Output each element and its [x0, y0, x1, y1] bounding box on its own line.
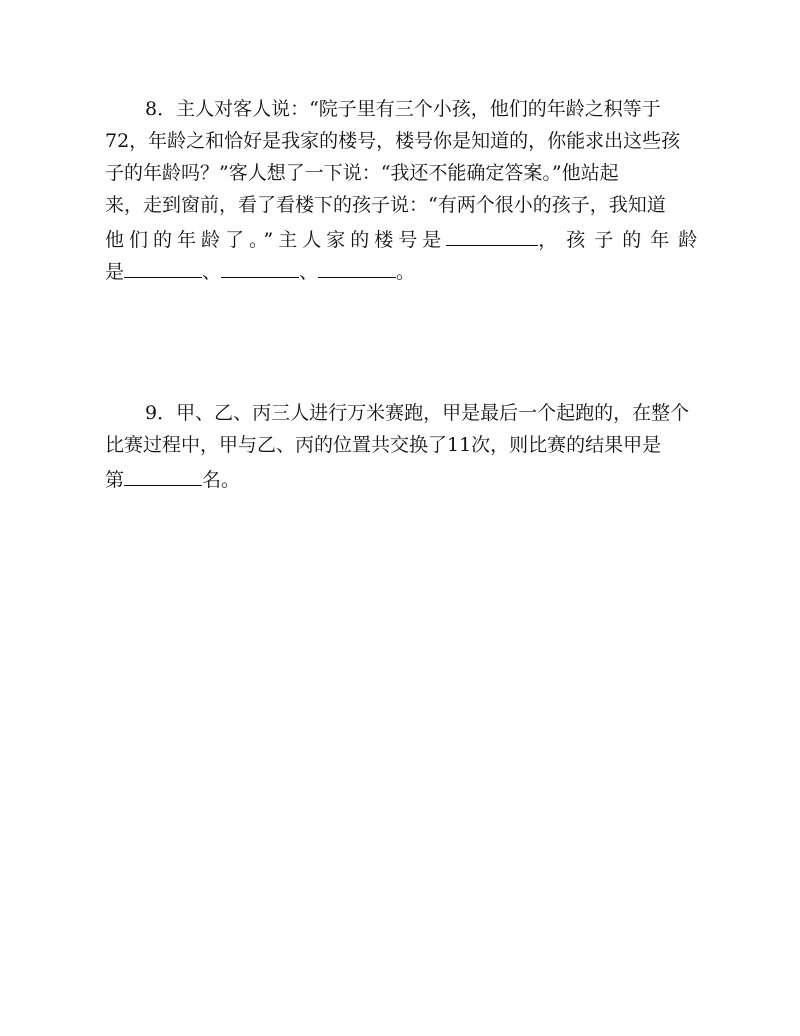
q9-line-3-end: 名。: [202, 469, 241, 491]
q8-line-2: 72，年龄之和恰好是我家的楼号，楼号你是知道的，你能求出这些孩: [105, 130, 681, 152]
separator-2: 、: [299, 261, 319, 283]
q9-line-1: 9．甲、乙、丙三人进行万米赛跑，甲是最后一个起跑的，在整个: [145, 402, 690, 424]
separator-1: 、: [202, 261, 222, 283]
q8-line-6-end: 。: [396, 261, 416, 283]
q8-line-5-text-end: ，孩子的年龄: [538, 229, 707, 251]
q9-line-3-text: 第: [105, 469, 125, 491]
answer-blank-age-2[interactable]: [221, 257, 299, 278]
answer-blank-age-3[interactable]: [318, 257, 396, 278]
answer-blank-building-number[interactable]: [446, 225, 538, 246]
q9-line-2: 比赛过程中，甲与乙、丙的位置共交换了11次，则比赛的结果甲是: [105, 434, 662, 456]
q8-line-5: [105, 225, 705, 252]
q8-line-5-text: 他们的年龄了。”主人家的楼号是: [105, 229, 447, 251]
answer-blank-rank[interactable]: [124, 465, 202, 486]
answer-blank-age-1[interactable]: [124, 257, 202, 278]
q8-line-4: 来，走到窗前，看了看楼下的孩子说：“有两个很小的孩子，我知道: [105, 194, 666, 216]
q8-line-1: 8．主人对客人说：“院子里有三个小孩，他们的年龄之积等于: [145, 98, 661, 120]
q9-line-3: [105, 465, 705, 492]
q8-line-6-text: 是: [105, 261, 125, 283]
q8-line-6: [105, 257, 705, 284]
q8-line-3: 子的年龄吗？”客人想了一下说：“我还不能确定答案。”他站起: [105, 162, 619, 184]
